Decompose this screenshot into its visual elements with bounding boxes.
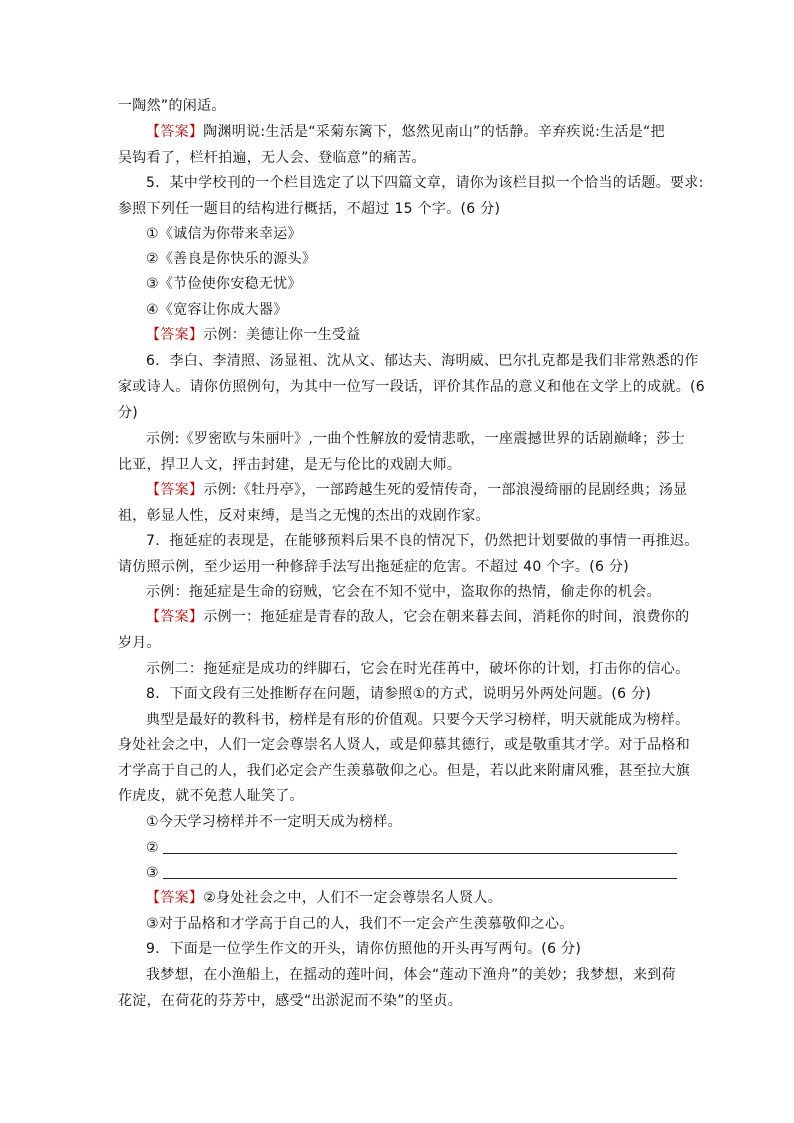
answer-tag: 【答案】 (146, 482, 204, 498)
text-line: 岁月。 (118, 635, 161, 651)
answer-line: 【答案】陶渊明说:生活是“采菊东篱下，悠然见南山”的恬静。辛弃疾说:生活是“把 (146, 124, 665, 140)
answer-tag: 【答案】 (146, 327, 204, 343)
text-line: 参照下列任一题目的结构进行概括，不超过 15 个字。(6 分) (118, 201, 501, 217)
answer-line: 【答案】示例：美德让你一生受益 (146, 327, 361, 343)
answer-tag: 【答案】 (146, 890, 204, 906)
question-9: 9．下面是一位学生作文的开头，请你仿照他的开头再写两句。(6 分) (146, 941, 582, 957)
text-line: 家或诗人。请你仿照例句，为其中一位写一段话，评价其作品的意义和他在文学上的成就。(6 (118, 379, 705, 395)
answer-line: 【答案】示例一：拖延症是青春的敌人，它会在朝来暮去间，消耗你的时间，浪费你的 (146, 609, 690, 625)
list-item: ①《诚信为你带来幸运》 (146, 226, 302, 242)
answer-line: ③对于品格和才学高于自己的人，我们不一定会产生羡慕敬仰之心。 (146, 916, 574, 932)
question-6: 6．李白、李清照、汤显祖、沈从文、郁达夫、海明威、巴尔扎克都是我们非常熟悉的作 (146, 353, 699, 369)
list-item: ③《节俭使你安稳无忧》 (146, 276, 302, 292)
question-7: 7．拖延症的表现是，在能够预料后果不良的情况下，仍然把计划要做的事情一再推迟。 (146, 533, 699, 549)
text-line: 分) (118, 405, 139, 421)
list-item: ④《宽容让你成大器》 (146, 302, 288, 318)
example-line: 示例二：拖延症是成功的绊脚石，它会在时光荏苒中，破坏你的计划，打击你的信心。 (146, 661, 690, 677)
passage-line: 作虎皮，就不免惹人耻笑了。 (118, 788, 304, 804)
passage-line: 我梦想，在小渔船上，在摇动的莲叶间，体会“莲动下渔舟”的美妙；我梦想，来到荷 (146, 967, 676, 983)
text-line: 祖，彰显人性，反对束缚，是当之无愧的杰出的戏剧作家。 (118, 508, 490, 524)
list-item: ②《善良是你快乐的源头》 (146, 251, 317, 267)
passage-line: 花淀，在荷花的芬芳中，感受“出淤泥而不染”的坚贞。 (118, 993, 463, 1009)
blank-underline (163, 864, 677, 879)
fill-blank-line: ③ (146, 863, 706, 883)
question-5: 5．某中学校刊的一个栏目选定了以下四篇文章，请你为该栏目拟一个恰当的话题。要求: (146, 175, 704, 191)
blank-underline (163, 839, 677, 854)
passage-line: 才学高于自己的人，我们必定会产生羡慕敬仰之心。但是，若以此来附庸风雅，甚至拉大旗 (118, 763, 690, 779)
answer-tag: 【答案】 (146, 124, 204, 140)
answer-line: 【答案】示例:《牡丹亭》，一部跨越生死的爱情传奇，一部浪漫绮丽的昆剧经典；汤显 (146, 482, 688, 498)
list-item: ①今天学习榜样并不一定明天成为榜样。 (146, 814, 402, 830)
text-line: 吴钩看了，栏杆拍遍，无人会、登临意”的痛苦。 (118, 150, 426, 166)
answer-tag: 【答案】 (146, 609, 204, 625)
answer-line: 【答案】②身处社会之中，人们不一定会尊崇名人贤人。 (146, 890, 503, 906)
text-line: 比亚，捍卫人文，抨击封建，是无与伦比的戏剧大师。 (118, 457, 462, 473)
example-line: 示例：拖延症是生命的窃贼，它会在不知不觉中，盗取你的热情，偷走你的机会。 (146, 584, 661, 600)
text-line: 一陶然”的闲适。 (118, 98, 226, 114)
question-8: 8．下面文段有三处推断存在问题，请参照①的方式，说明另外两处问题。(6 分) (146, 686, 652, 702)
fill-blank-line: ② (146, 838, 706, 858)
text-line: 请仿照示例，至少运用一种修辞手法写出拖延症的危害。不超过 40 个字。(6 分) (118, 559, 629, 575)
passage-line: 身处社会之中，人们一定会尊崇名人贤人，或是仰慕其德行，或是敬重其才学。对于品格和 (118, 737, 690, 753)
passage-line: 典型是最好的教科书，榜样是有形的价值观。只要今天学习榜样，明天就能成为榜样。 (146, 712, 690, 728)
example-line: 示例:《罗密欧与朱丽叶》,一曲个性解放的爱情悲歌，一座震撼世界的话剧巅峰；莎士 (146, 431, 685, 447)
